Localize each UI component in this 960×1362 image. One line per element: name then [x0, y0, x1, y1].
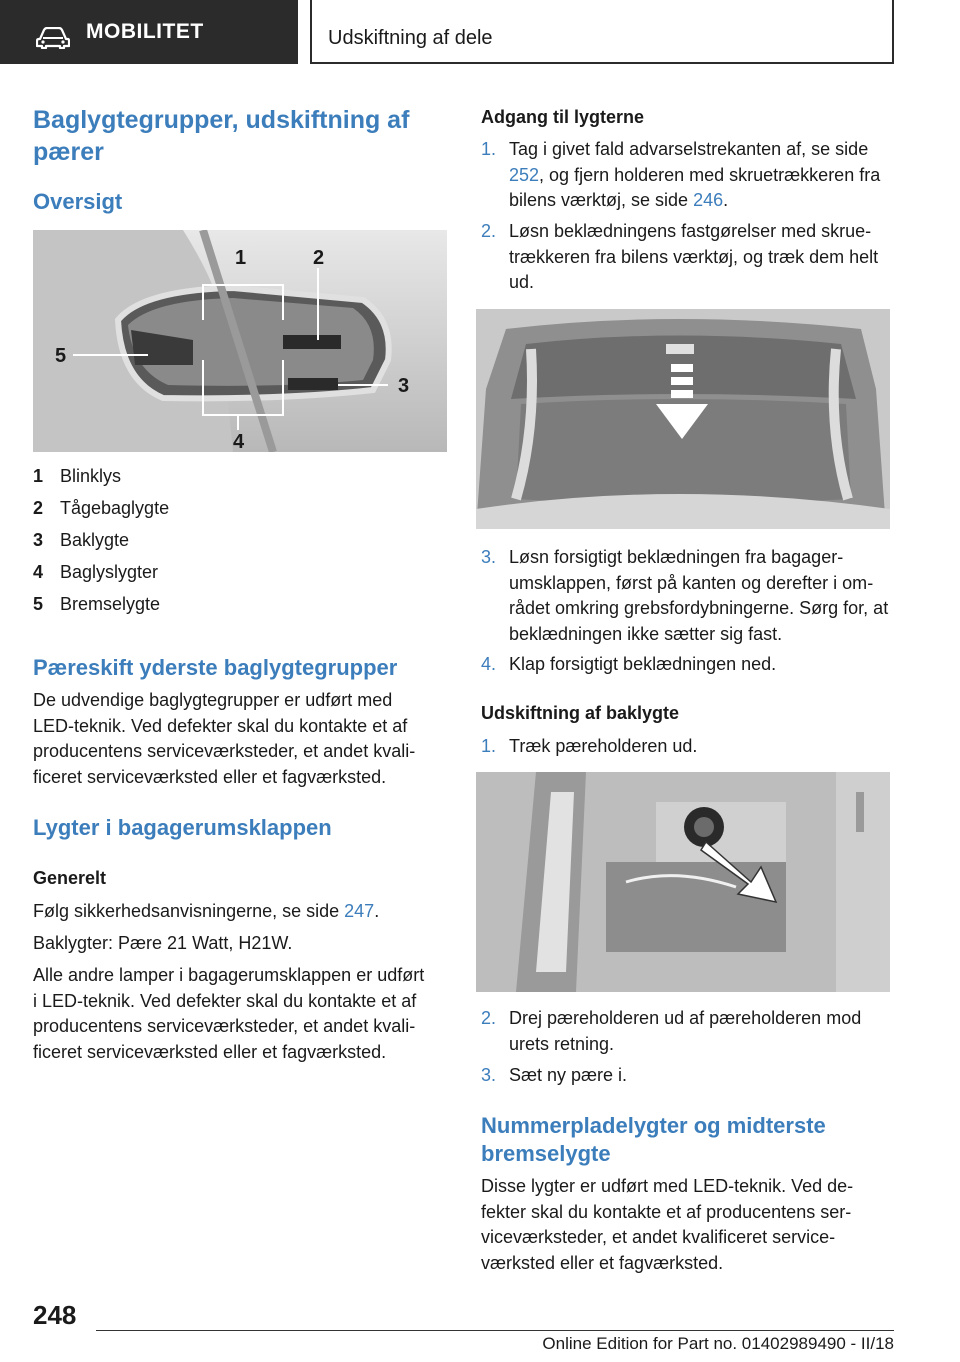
access-heading: Adgang til lygterne	[481, 107, 645, 127]
tail-light-figure	[33, 230, 447, 452]
bulb-holder-figure	[476, 772, 890, 992]
plate-lights-heading: Nummerpladelygter og midterste bremselygte	[481, 1113, 826, 1166]
trunk-lid-figure	[476, 309, 890, 529]
callout-1: 1	[235, 247, 247, 269]
page-link-247[interactable]: 247	[344, 901, 375, 921]
trunk-lid-illustration	[476, 309, 890, 529]
general-heading: Generelt	[33, 868, 107, 888]
bulb-spec: Baklygter: Pære 21 Watt, H21W.	[33, 933, 293, 953]
car-icon	[36, 27, 70, 49]
section-title: MOBILITET	[86, 20, 204, 43]
callout-2: 2	[313, 247, 325, 269]
callout-4: 4	[233, 431, 245, 452]
plate-lights-text: Disse lygter er udført med LED-teknik. Ved de- fekter skal du kontakte et af producentens ser- viceværksteder, et andet kvalificeret service- værksted eller et fagværksted.	[481, 1176, 854, 1273]
page-title: Baglygtegrupper, udskiftning af pærer	[33, 106, 410, 166]
page-link-252[interactable]: 252	[509, 164, 540, 185]
callout-3: 3	[398, 375, 410, 397]
replace-reverse-heading: Udskiftning af baklygte	[481, 703, 680, 723]
bulb-holder-illustration	[476, 772, 890, 992]
safety-reference: Følg sikkerhedsanvisningerne, se side 247.	[33, 901, 380, 921]
trunk-lid-lights-heading: Lygter i bagagerumsklappen	[33, 815, 332, 840]
other-lamps-text: Alle andre lamper i bagagerumsklappen er udført i LED-teknik. Ved defekter skal du kontakte et af producentens serviceværksteder, et andet kvali- ficeret serviceværksted eller et fagværksted.	[33, 965, 425, 1062]
tail-light-illustration	[33, 230, 447, 452]
footer-divider	[96, 1330, 894, 1331]
page-link-246[interactable]: 246	[693, 190, 724, 210]
chapter-title: Udskiftning af dele	[328, 27, 493, 49]
page-number: 248	[33, 1300, 77, 1330]
outer-lights-text: De udvendige baglygtegrupper er udført med LED-teknik. Ved defekter skal du kontakte et af producentens serviceværksteder, et andet kvali- ficeret serviceværksted eller et fagværksted.	[33, 690, 416, 787]
overview-heading: Oversigt	[33, 189, 123, 214]
callout-5: 5	[55, 345, 67, 367]
edition-note: Online Edition for Part no. 01402989490 - II/18	[542, 1334, 894, 1353]
outer-lights-heading: Pæreskift yderste baglygtegrupper	[33, 655, 398, 680]
section-header	[0, 0, 298, 64]
chapter-header	[310, 0, 894, 64]
